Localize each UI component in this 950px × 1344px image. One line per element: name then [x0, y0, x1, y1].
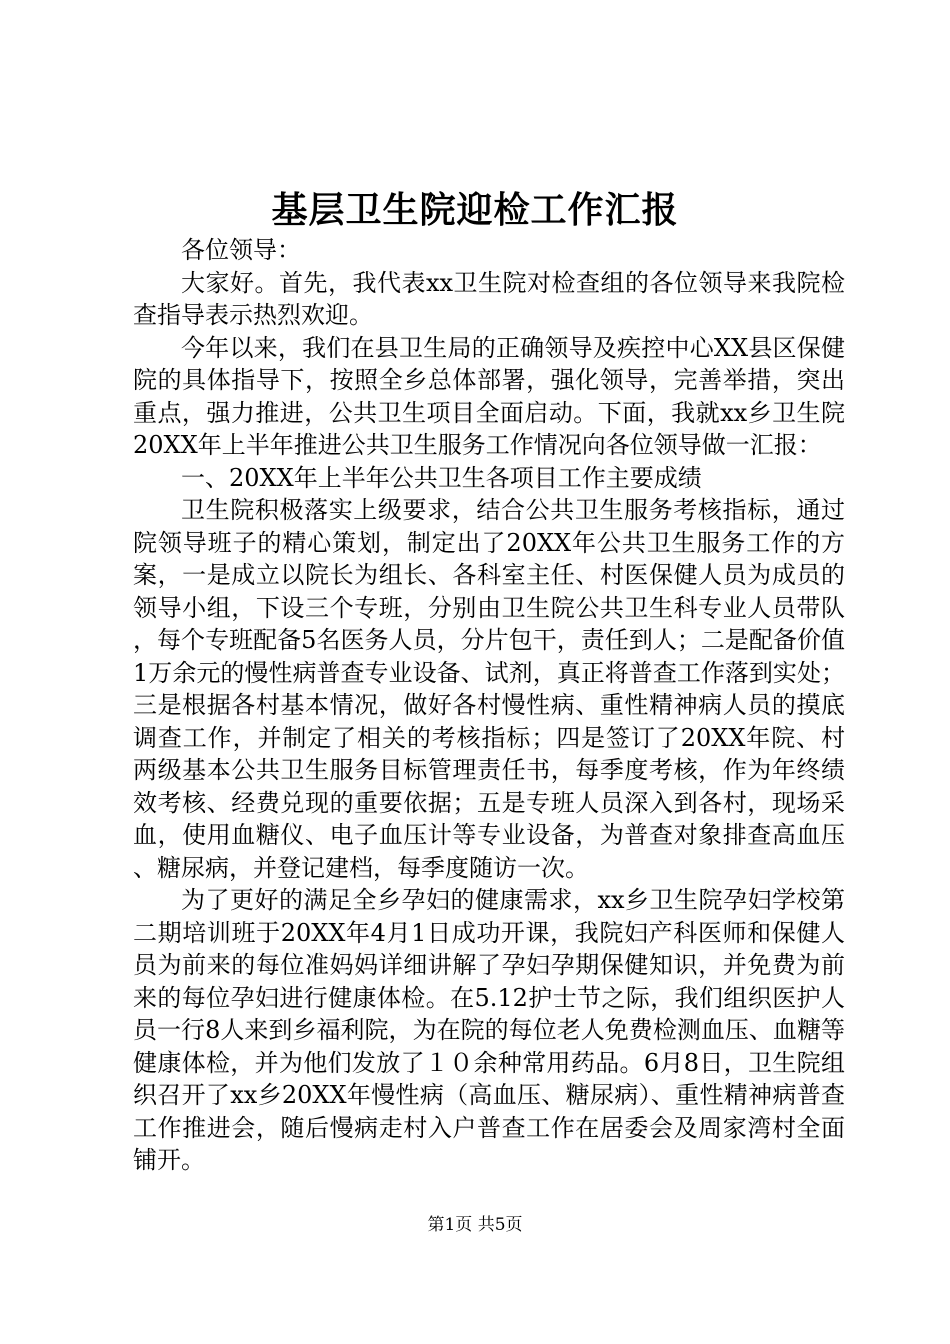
page-number-footer: 第1页 共5页	[427, 1215, 523, 1235]
section-heading-achievements: 一、20XX年上半年公共卫生各项目工作主要成绩	[181, 463, 702, 492]
greeting-paragraph: 大家好。首先，我代表xx卫生院对检查组的各位领导来我院检查指导表示热烈欢迎。	[133, 268, 845, 329]
introduction-paragraph: 今年以来，我们在县卫生局的正确领导及疾控中心XX县区保健院的具体指导下，按照全乡总体部署，强化领导，完善举措，突出重点，强力推进，公共卫生项目全面启动。下面，我就xx乡卫生院20XX年上半年推进公共卫生服务工作情况向各位领导做一汇报：	[133, 333, 845, 459]
document-title: 基层卫生院迎检工作汇报	[271, 189, 679, 231]
achievements-paragraph: 卫生院积极落实上级要求，结合公共卫生服务考核指标，通过院领导班子的精心策划，制定出了20XX年公共卫生服务工作的方案，一是成立以院长为组长、各科室主任、村医保健人员为成员的领导小组，下设三个专班，分别由卫生院公共卫生科专业人员带队，每个专班配备5名医务人员，分片包干，责任到人；二是配备价值1万余元的慢性病普查专业设备、试剂，真正将普查工作落到实处；三是根据各村基本情况，做好各村慢性病、重性精神病人员的摸底调查工作，并制定了相关的考核指标；四是签订了20XX年院、村两级基本公共卫生服务目标管理责任书，每季度考核，作为年终绩效考核、经费兑现的重要依据；五是专班人员深入到各村，现场采血，使用血糖仪、电子血压计等专业设备，为普查对象排查高血压、糖尿病，并登记建档，每季度随访一次。	[133, 496, 845, 882]
document-body	[133, 234, 845, 1177]
salutation-paragraph: 各位领导：	[181, 236, 301, 264]
maternal-health-paragraph: 为了更好的满足全乡孕妇的健康需求，xx乡卫生院孕妇学校第二期培训班于20XX年4月1日成功开课，我院妇产科医师和保健人员为前来的每位准妈妈详细讲解了孕妇孕期保健知识，并免费为前来的每位孕妇进行健康体检。在5.12护士节之际，我们组织医护人员一行8人来到乡福利院，为在院的每位老人免费检测血压、血糖等健康体检，并为他们发放了１０余种常用药品。6月8日，卫生院组织召开了xx乡20XX年慢性病（高血压、糖尿病）、重性精神病普查工作推进会，随后慢病走村入户普查工作在居委会及周家湾村全面铺开。	[133, 886, 845, 1174]
